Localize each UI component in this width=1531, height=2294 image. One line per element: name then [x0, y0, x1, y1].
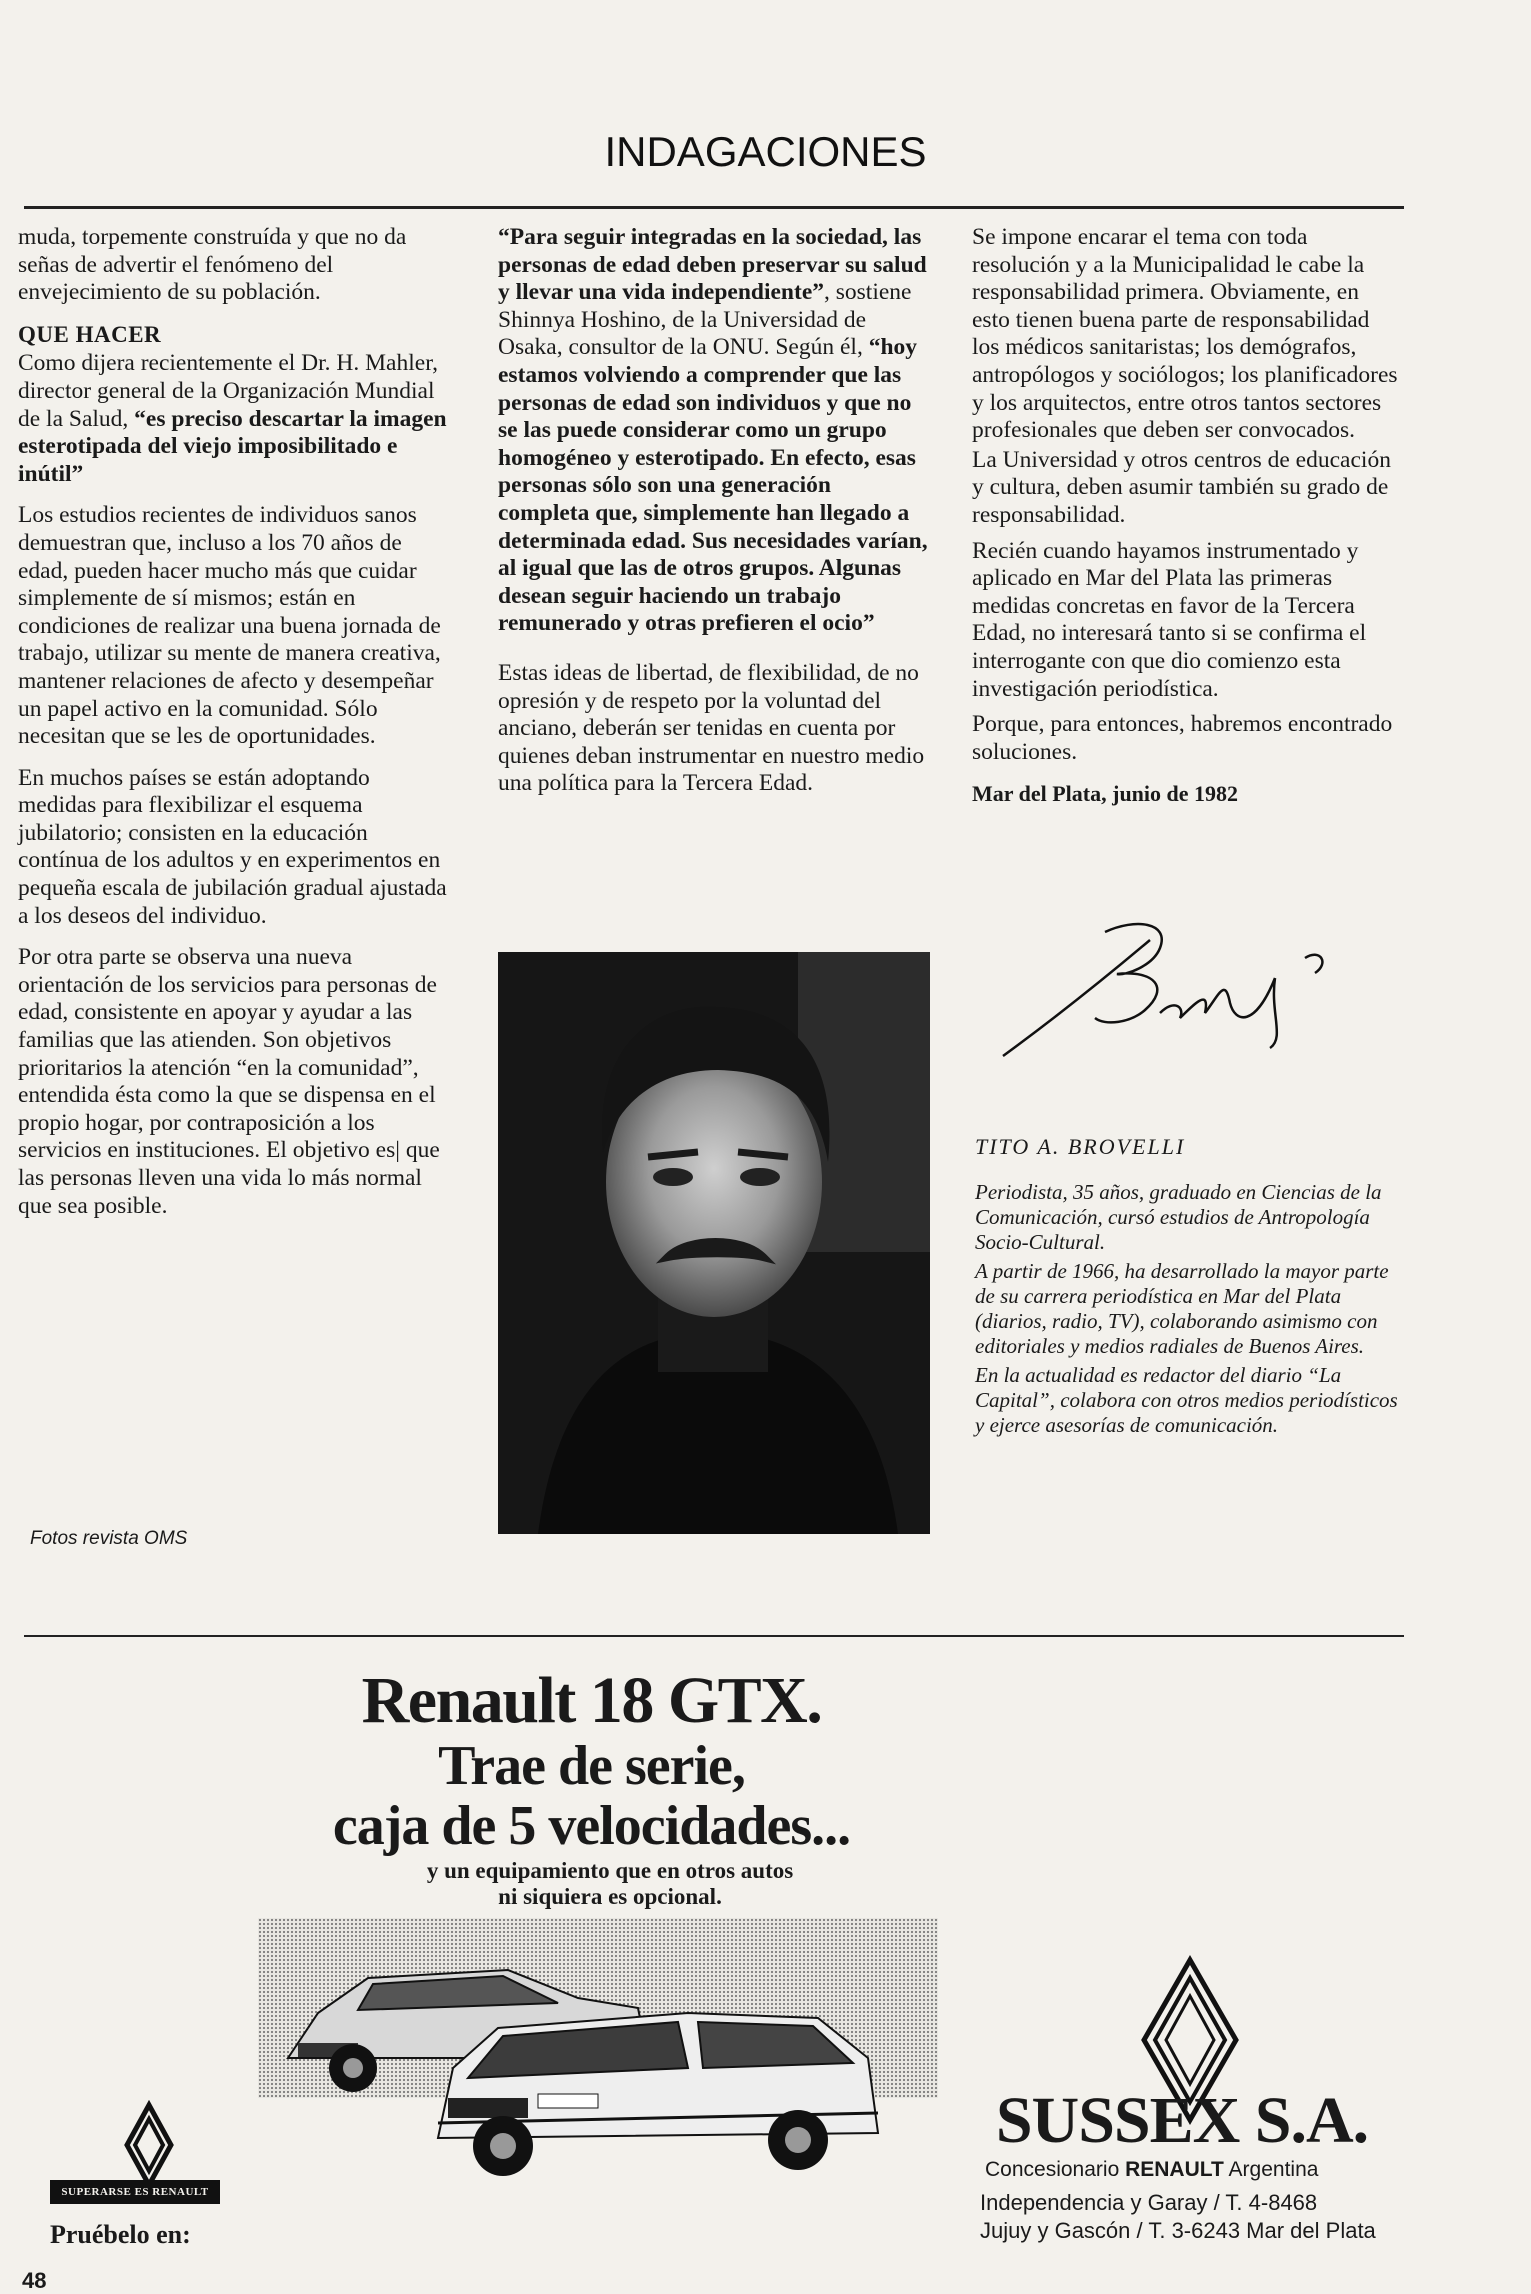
portrait-illustration [498, 952, 930, 1534]
dealer-name: SUSSEX S.A. [995, 2084, 1369, 2157]
quote-text: “hoy estamos volviendo a comprender que las personas de edad son individuos y que no se las puede considerar como un grupo homogéneo y esterotipado. En efecto, esas personas sólo son una generación completa que, simplemente han llegado a determinada edad. Sus necesidades varían, al igual que las de otros grupos. Algunas desean seguir haciendo un trabajo remunerado y otras prefieren el ocio” [498, 334, 928, 637]
author-signature [985, 918, 1415, 1068]
dateline: Mar del Plata, junio de 1982 [972, 781, 1239, 807]
ad-subheadline: Trae de serie, [438, 1735, 745, 1797]
dealer-address: Jujuy y Gascón / T. 3-6243 Mar del Plata [980, 2218, 1376, 2243]
author-name: TITO A. BROVELLI [975, 1134, 1186, 1159]
dealer-description [985, 2158, 1318, 2182]
bio-paragraph: Periodista, 35 años, graduado en Ciencias de la Comunicación, cursó estudios de Antropología Socio-Cultural. [975, 1180, 1382, 1254]
subheading: QUE HACER [18, 321, 162, 347]
paragraph: Estas ideas de libertad, de flexibilidad, de no opresión y de respeto por la voluntad del anciano, deberán ser tenidas en cuenta por quienes deban instrumentar en nuestro medio una política para la Tercera Edad. [498, 659, 925, 797]
paragraph: En muchos países se están adoptando medidas para flexibilizar el esquema jubilatorio; consisten en la educación contínua de los adultos y en experimentos en pequeña escala de jubilación gradual ajustada a los deseos del individuo. [18, 764, 447, 929]
header-rule [24, 206, 1404, 209]
article-column-2 [498, 224, 928, 812]
bio-paragraph: En la actualidad es redactor del diario “La Capital”, colabora con otros medios periodísticos y ejerce asesorías de comunicación. [975, 1363, 1398, 1437]
ad-body [260, 1858, 960, 1910]
ad-body-line: y un equipamiento que en otros autos [426, 1858, 794, 1883]
paragraph-text: , sostiene Shinnya Hoshino, de la Universidad de Osaka, consultor de la ONU. Según él, [498, 279, 912, 361]
brand-tagline: SUPERARSE ES RENAULT [50, 2180, 220, 2204]
bio-paragraph: A partir de 1966, ha desarrollado la mayor parte de su carrera periodística en Mar del Plata (diarios, radio, TV), colaborando asimismo con editoriales y medios radiales de Buenos Aires. [975, 1259, 1389, 1358]
paragraph [18, 350, 448, 488]
paragraph: La Universidad y otros centros de educación y cultura, deben asumir también su grado de responsabilidad. [972, 446, 1391, 528]
renault-logo-icon [64, 2100, 234, 2190]
dealer-address: Independencia y Garay / T. 4-8468 [980, 2190, 1318, 2215]
paragraph: muda, torpemente construída y que no da señas de advertir el fenómeno del envejecimiento de su población. [18, 224, 407, 306]
photo-credit: Fotos revista OMS [30, 1528, 188, 1549]
paragraph: Porque, para entonces, habremos encontrado soluciones. [972, 711, 1393, 765]
ad-body-line: ni siquiera es opcional. [498, 1884, 722, 1909]
article-column-3 [972, 224, 1402, 822]
author-bio [975, 1180, 1405, 1442]
ad-subheadline: caja de 5 velocidades... [332, 1795, 851, 1857]
dealer-description-text: Concesionario [985, 2158, 1126, 2181]
dealer-brand: RENAULT [1125, 2158, 1224, 2181]
quote-text: “es preciso descartar la imagen esterotipada del viejo imposibilitado e inútil” [18, 405, 447, 487]
article-column-1 [18, 224, 448, 1234]
page-number: 48 [22, 2268, 47, 2293]
cars-illustration [258, 1918, 938, 2188]
try-it-label: Pruébelo en: [50, 2220, 191, 2249]
section-title: INDAGACIONES [604, 128, 927, 175]
quote-text: “Para seguir integradas en la sociedad, las personas de edad deben preservar su salud y llevar una vida independiente” [498, 224, 927, 306]
dealer-description-text: Argentina [1223, 2158, 1319, 2181]
author-portrait-photo [498, 952, 930, 1534]
ad-divider [24, 1635, 1404, 1637]
paragraph: Se impone encarar el tema con toda resolución y a la Municipalidad le cabe la responsabilidad primera. Obviamente, en esto tienen buena parte de responsabilidad los médicos sanitaristas; los demógrafos, antropólogos y sociólogos; los planificadores y los arquitectos, entre otros tantos sectores profesionales que deben ser convocados. [972, 224, 1398, 444]
paragraph: Por otra parte se observa una nueva orientación de los servicios para personas de edad, consistente en apoyar y ayudar a las familias que las atienden. Son objetivos prioritarios la atención “en la comunidad”, entendida ésta como la que se dispensa en el propio hogar, por contraposición a los servicios en instituciones. El objetivo es| que las personas lleven una vida lo más normal que sea posible. [18, 944, 440, 1219]
paragraph-text: Como dijera recientemente el Dr. H. Mahler, director general de la Organización Mundial de la Salud, [18, 350, 438, 432]
paragraph: Recién cuando hayamos instrumentado y aplicado en Mar del Plata las primeras medidas concretas en favor de la Tercera Edad, no interesará tanto si se confirma el interrogante con que dio comienzo esta investigación periodística. [972, 537, 1367, 702]
paragraph: Los estudios recientes de individuos sanos demuestran que, incluso a los 70 años de edad, pueden hacer mucho más que cuidar simplemente de sí mismos; están en condiciones de realizar una buena jornada de trabajo, utilizar su mente de manera creativa, mantener relaciones de afecto y desempeñar un papel activo en la comunidad. Sólo necesitan que se les de oportunidades. [18, 502, 441, 750]
paragraph [498, 224, 928, 638]
ad-headline: Renault 18 GTX. [361, 1664, 822, 1737]
